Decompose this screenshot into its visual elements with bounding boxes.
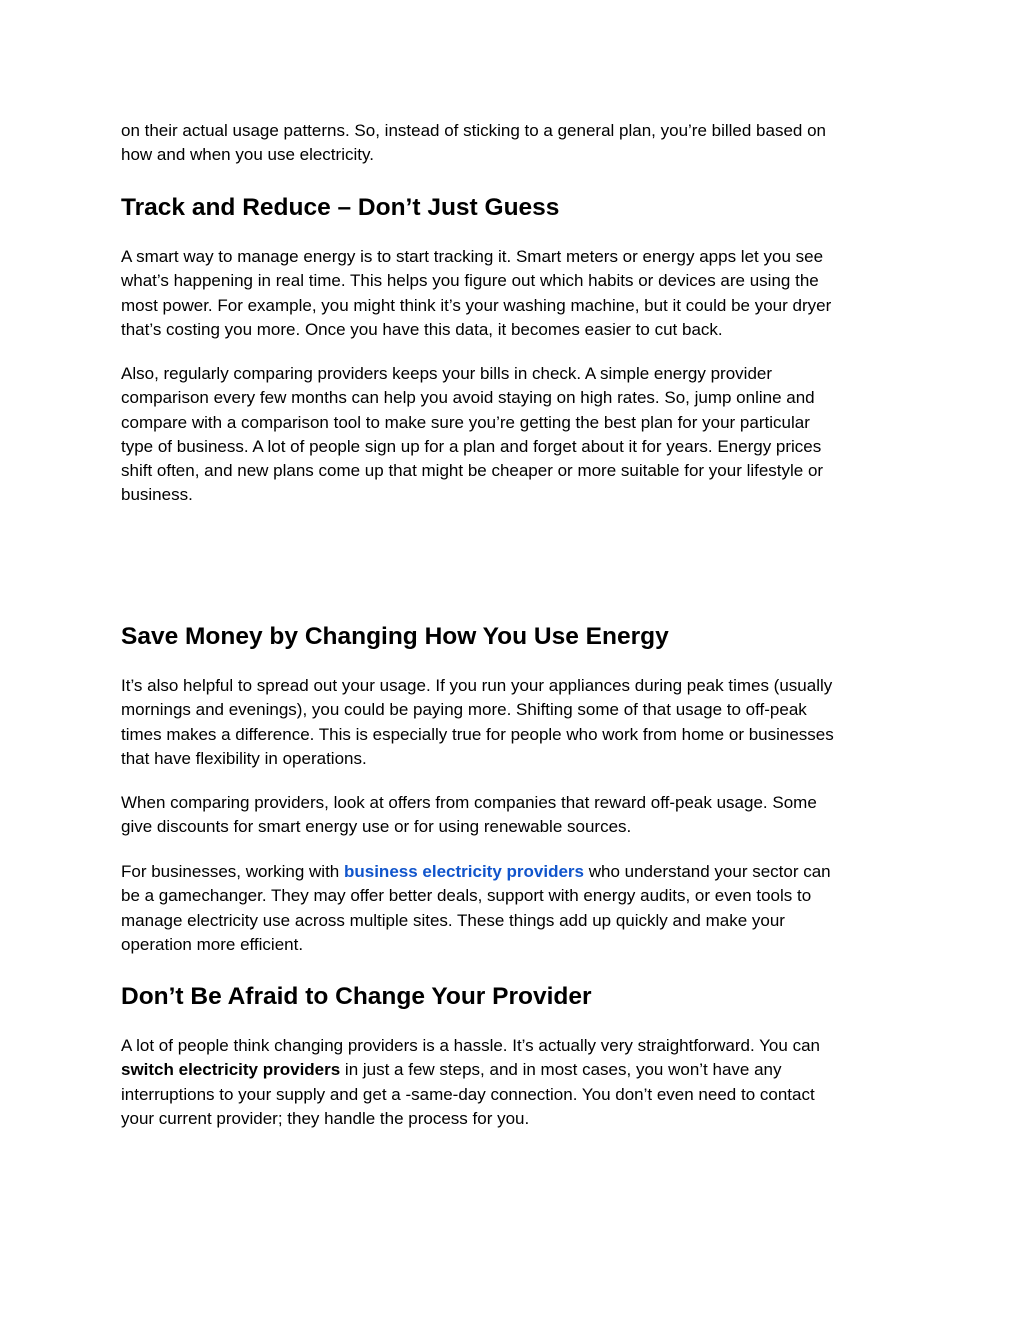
business-electricity-providers-link[interactable]: business electricity providers xyxy=(343,862,584,881)
text-line xyxy=(121,860,911,884)
text-segment: who understand your sector can xyxy=(583,862,831,881)
heading-save-money: Save Money by Changing How You Use Energy xyxy=(121,623,669,650)
text-line: business. xyxy=(121,485,193,505)
paragraph-switching xyxy=(121,1034,911,1131)
text-line: compare with a comparison tool to make sure you’re getting the best plan for your particular xyxy=(121,412,810,432)
heading-track-and-reduce: Track and Reduce – Don’t Just Guess xyxy=(121,194,560,221)
text-line: your current provider; they handle the process for you. xyxy=(121,1108,530,1128)
paragraph-intro xyxy=(121,119,911,168)
bold-text: switch electricity providers xyxy=(121,1060,341,1080)
text-line: manage electricity use across multiple sites. These things add up quickly and make your xyxy=(121,910,785,930)
text-line: A lot of people think changing providers is a hassle. It’s actually very straightforward. You can xyxy=(121,1036,820,1055)
text-line: comparison every few months can help you avoid staying on high rates. So, jump online and xyxy=(121,388,815,408)
text-line: what’s happening in real time. This helps you figure out which habits or devices are using the xyxy=(121,271,819,291)
text-segment: in just a few steps, and in most cases, you won’t have any xyxy=(340,1060,782,1080)
paragraph-businesses xyxy=(121,860,911,957)
text-line: A smart way to manage energy is to start tracking it. Smart meters or energy apps let you see xyxy=(121,247,824,266)
text-line: operation more efficient. xyxy=(121,934,304,954)
text-line: interruptions to your supply and get a -same-day connection. You don’t even need to contact xyxy=(121,1084,815,1104)
paragraph-off-peak xyxy=(121,791,911,840)
text-line: mornings and evenings), you could be paying more. Shifting some of that usage to off-peak xyxy=(121,700,807,720)
text-line: When comparing providers, look at offers from companies that reward off-peak usage. Some xyxy=(121,793,817,812)
text-line: on their actual usage patterns. So, instead of sticking to a general plan, you’re billed based on xyxy=(121,121,827,140)
text-line: that have flexibility in operations. xyxy=(121,748,367,768)
text-line: Also, regularly comparing providers keeps your bills in check. A simple energy provider xyxy=(121,364,773,383)
paragraph-tracking xyxy=(121,245,911,342)
text-line: that’s costing you more. Once you have this data, it becomes easier to cut back. xyxy=(121,319,723,339)
text-line: be a gamechanger. They may offer better deals, support with energy audits, or even tools to xyxy=(121,886,812,906)
text-line: It’s also helpful to spread out your usage. If you run your appliances during peak times (usually xyxy=(121,676,833,695)
text-line: give discounts for smart energy use or for using renewable sources. xyxy=(121,817,632,837)
text-line: shift often, and new plans come up that might be cheaper or more suitable for your lifestyle or xyxy=(121,461,824,481)
text-line: type of business. A lot of people sign up for a plan and forget about it for years. Energy prices xyxy=(121,436,822,456)
text-segment: For businesses, working with xyxy=(121,862,344,881)
text-line: how and when you use electricity. xyxy=(121,145,374,165)
text-line xyxy=(121,1058,911,1082)
text-line: times makes a difference. This is especially true for people who work from home or businesses xyxy=(121,724,834,744)
paragraph-spread-usage xyxy=(121,674,911,771)
text-line: most power. For example, you might think it’s your washing machine, but it could be your dryer xyxy=(121,295,832,315)
heading-change-provider: Don’t Be Afraid to Change Your Provider xyxy=(121,983,592,1010)
paragraph-comparing xyxy=(121,362,911,508)
